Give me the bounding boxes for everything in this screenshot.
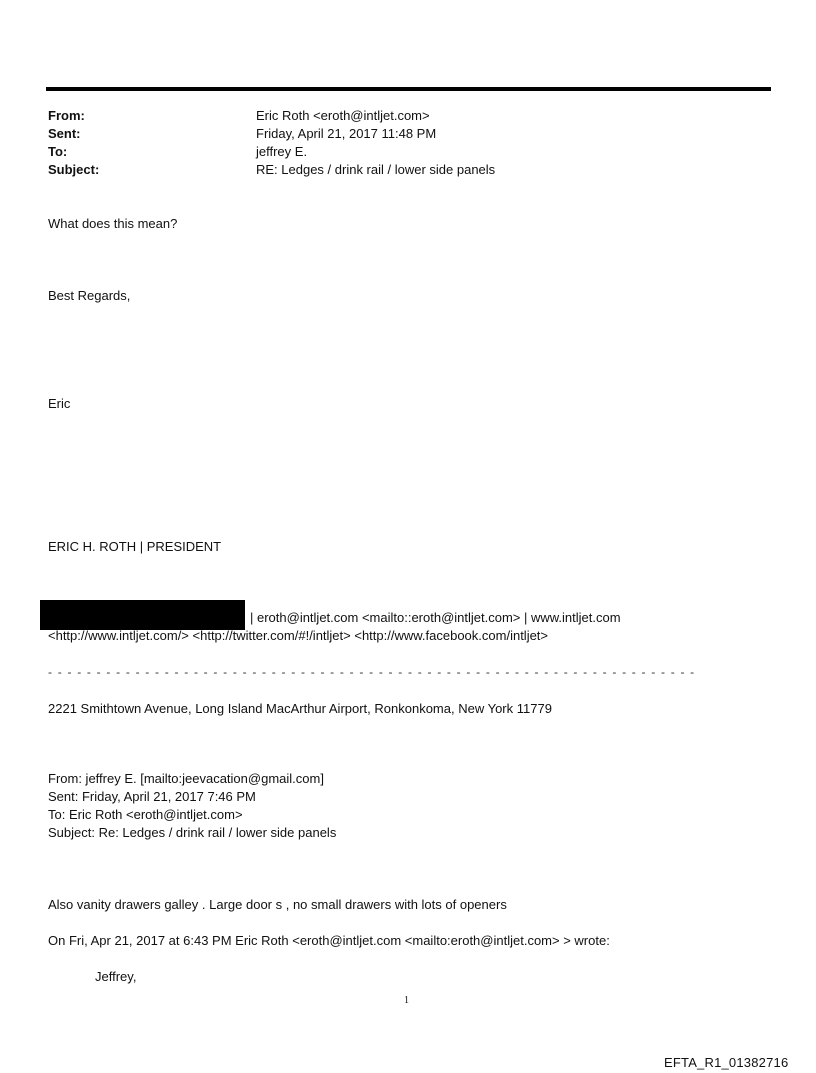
to-label: To:: [48, 144, 68, 159]
document-id: EFTA_R1_01382716: [664, 1055, 789, 1070]
body-question: What does this mean?: [48, 216, 178, 231]
subject-value: RE: Ledges / drink rail / lower side panels: [256, 162, 496, 177]
signature-address: 2221 Smithtown Avenue, Long Island MacArthur Airport, Ronkonkoma, New York 11779: [48, 701, 552, 716]
from-value: Eric Roth <eroth@intljet.com>: [256, 108, 430, 123]
body-signoff: Eric: [48, 396, 71, 411]
sent-value: Friday, April 21, 2017 11:48 PM: [256, 126, 437, 141]
header-rule: [46, 87, 771, 91]
signature-contact-line: | eroth@intljet.com <mailto::eroth@intljet.com> | www.intljet.com: [250, 610, 621, 625]
quoted-greeting: Jeffrey,: [95, 969, 137, 984]
to-value: jeffrey E.: [256, 144, 308, 159]
redaction-block: [40, 600, 245, 630]
quoted-from: From: jeffrey E. [mailto:jeevacation@gmail.com]: [48, 771, 324, 786]
signature-links-line: <http://www.intljet.com/> <http://twitter.com/#!/intljet> <http://www.facebook.com/intljet>: [48, 628, 549, 643]
signature-divider: - - - - - - - - - - - - - - - - - - - - - - - - - - - - - - - - - - - - - - - - - - - - - - - - - - - - - - - - - - - - - - - - - - -: [48, 665, 696, 679]
body-regards: Best Regards,: [48, 288, 131, 303]
quoted-message: Also vanity drawers galley . Large door s , no small drawers with lots of openers: [48, 897, 507, 912]
quoted-sent: Sent: Friday, April 21, 2017 7:46 PM: [48, 789, 256, 804]
sent-label: Sent:: [48, 126, 81, 141]
subject-label: Subject:: [48, 162, 100, 177]
quoted-subject: Subject: Re: Ledges / drink rail / lower side panels: [48, 825, 337, 840]
page-number: 1: [404, 995, 409, 1006]
from-label: From:: [48, 108, 85, 123]
quoted-to: To: Eric Roth <eroth@intljet.com>: [48, 807, 243, 822]
quoted-wrote-line: On Fri, Apr 21, 2017 at 6:43 PM Eric Roth <eroth@intljet.com <mailto:eroth@intljet.com> > wrote:: [48, 933, 610, 948]
signature-title: ERIC H. ROTH | PRESIDENT: [48, 539, 222, 554]
